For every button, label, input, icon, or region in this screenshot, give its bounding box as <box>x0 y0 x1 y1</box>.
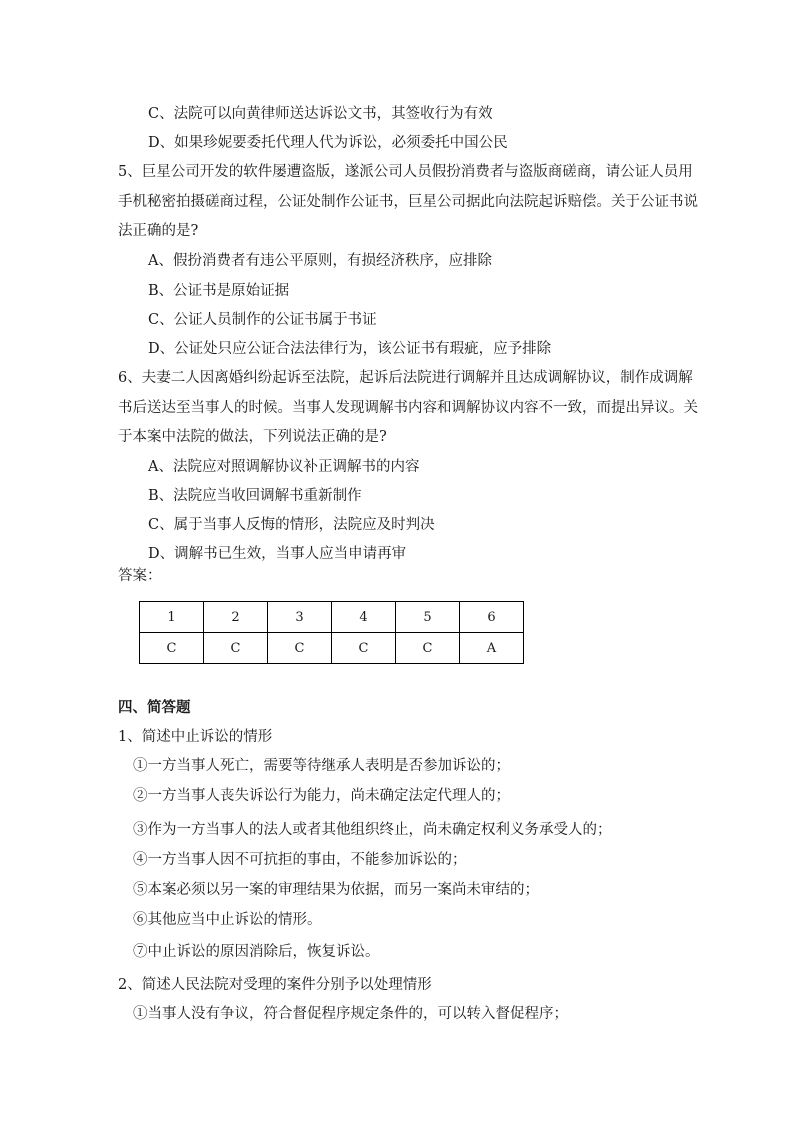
answers-table <box>139 601 524 664</box>
short-q1-item-1: ①一方当事人死亡，需要等待继承人表明是否参加诉讼的； <box>133 758 510 774</box>
q6-stem-line-3: 于本案中法院的做法，下列说法正确的是? <box>118 429 387 445</box>
answer-number-cell: 4 <box>332 602 396 633</box>
answer-value-cell: C <box>268 633 332 664</box>
answer-number-cell: 3 <box>268 602 332 633</box>
answer-number-cell: 5 <box>396 602 460 633</box>
short-q2-item-1: ①当事人没有争议，符合督促程序规定条件的，可以转入督促程序； <box>133 1006 568 1022</box>
q6-option-b: B、法院应当收回调解书重新制作 <box>148 488 362 504</box>
answers-label: 答案： <box>118 568 162 584</box>
q6-stem-line-2: 书后送达至当事人的时候。当事人发现调解书内容和调解协议内容不一致，而提出异议。关 <box>118 400 698 416</box>
answer-value-cell: C <box>332 633 396 664</box>
answers-value-row <box>140 633 524 664</box>
short-q1-item-4: ④一方当事人因不可抗拒的事由，不能参加诉讼的； <box>133 852 467 868</box>
short-q1-item-5: ⑤本案必须以另一案的审理结果为依据，而另一案尚未审结的； <box>133 882 539 898</box>
q5-option-b: B、公证书是原始证据 <box>148 283 290 299</box>
short-q1-item-6: ⑥其他应当中止诉讼的情形。 <box>133 912 322 928</box>
q5-stem-line-1: 5、巨星公司开发的软件屡遭盗版，遂派公司人员假扮消费者与盗版商磋商，请公证人员用 <box>118 164 693 180</box>
short-q1-item-2: ②一方当事人丧失诉讼行为能力，尚未确定法定代理人的； <box>133 788 510 804</box>
section-4-heading: 四、简答题 <box>118 699 191 716</box>
answer-value-cell: C <box>204 633 268 664</box>
q5-stem-line-2: 手机秘密拍摄磋商过程，公证处制作公证书，巨星公司据此向法院起诉赔偿。关于公证书说 <box>118 194 698 210</box>
q5-stem-line-3: 法正确的是? <box>118 223 199 239</box>
q5-option-a: A、假扮消费者有违公平原则，有损经济秩序，应排除 <box>148 253 492 269</box>
short-q2-title: 2、简述人民法院对受理的案件分别予以处理情形 <box>118 977 432 993</box>
short-q1-item-7: ⑦中止诉讼的原因消除后，恢复诉讼。 <box>133 944 380 960</box>
q4-option-c: C、法院可以向黄律师送达诉讼文书，其签收行为有效 <box>148 106 493 122</box>
q4-option-d: D、如果珍妮要委托代理人代为诉讼，必须委托中国公民 <box>148 135 508 151</box>
q6-option-c: C、属于当事人反悔的情形，法院应及时判决 <box>148 517 435 533</box>
short-q1-item-3: ③作为一方当事人的法人或者其他组织终止，尚未确定权利义务承受人的； <box>133 822 612 838</box>
q6-option-a: A、法院应对照调解协议补正调解书的内容 <box>148 459 420 475</box>
answer-number-cell: 2 <box>204 602 268 633</box>
q5-option-d: D、公证处只应公证合法法律行为，该公证书有瑕疵，应予排除 <box>148 341 552 357</box>
answer-value-cell: C <box>140 633 204 664</box>
answer-value-cell: C <box>396 633 460 664</box>
answer-number-cell: 6 <box>460 602 524 633</box>
q6-stem-line-1: 6、夫妻二人因离婚纠纷起诉至法院，起诉后法院进行调解并且达成调解协议，制作成调解 <box>118 370 693 386</box>
q6-option-d: D、调解书已生效，当事人应当申请再审 <box>148 546 407 562</box>
answer-number-cell: 1 <box>140 602 204 633</box>
short-q1-title: 1、简述中止诉讼的情形 <box>118 729 273 745</box>
answer-value-cell: A <box>460 633 524 664</box>
answers-number-row <box>140 602 524 633</box>
q5-option-c: C、公证人员制作的公证书属于书证 <box>148 312 377 328</box>
